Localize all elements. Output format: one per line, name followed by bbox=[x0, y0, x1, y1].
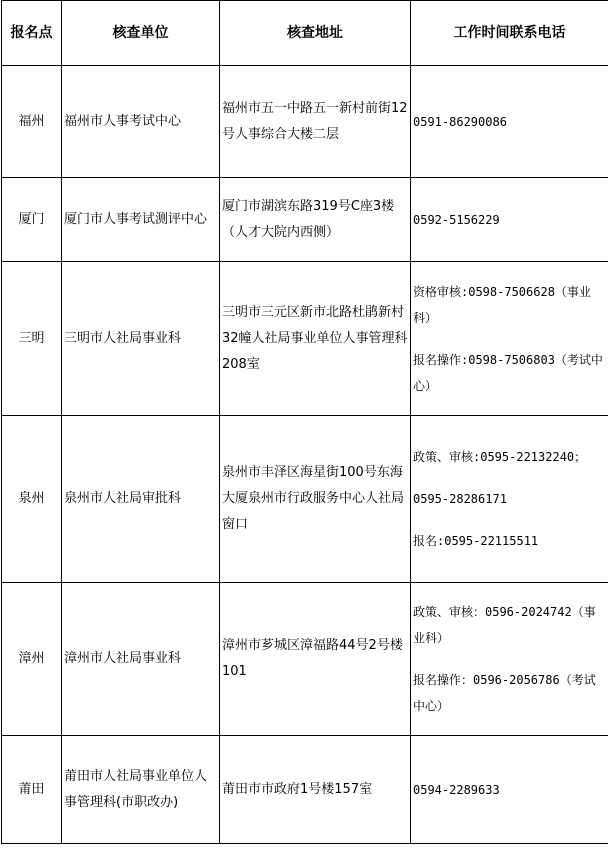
address-cell: 厦门市湖滨东路319号C座3楼（人才大院内西侧） bbox=[220, 178, 411, 262]
phone-line: 报名操作:0598-7506803（考试中心） bbox=[413, 352, 603, 393]
city-cell: 泉州 bbox=[2, 416, 62, 583]
phone-cell bbox=[411, 736, 608, 844]
address-cell: 三明市三元区新市北路杜鹃新村32幢人社局事业单位人事管理科208室 bbox=[220, 262, 411, 416]
city-cell: 福州 bbox=[2, 66, 62, 178]
unit-cell: 漳州市人社局事业科 bbox=[62, 583, 220, 736]
city-cell: 三明 bbox=[2, 262, 62, 416]
phone-cell bbox=[411, 178, 608, 262]
unit-cell: 三明市人社局事业科 bbox=[62, 262, 220, 416]
table-row bbox=[2, 583, 608, 736]
header-address: 核查地址 bbox=[220, 1, 411, 66]
phone-cell bbox=[411, 583, 608, 736]
phone-line: 政策、审核:0595-22132240； bbox=[413, 450, 587, 464]
header-city: 报名点 bbox=[2, 1, 62, 66]
city-cell: 莆田 bbox=[2, 736, 62, 844]
address-cell: 福州市五一中路五一新村前街12号人事综合大楼二层 bbox=[220, 66, 411, 178]
table-row bbox=[2, 262, 608, 416]
table-row bbox=[2, 66, 608, 178]
table-row bbox=[2, 178, 608, 262]
phone-line: 0592-5156229 bbox=[413, 212, 500, 227]
unit-cell: 厦门市人事考试测评中心 bbox=[62, 178, 220, 262]
phone-line: 0595-28286171 bbox=[413, 492, 507, 506]
unit-cell: 泉州市人社局审批科 bbox=[62, 416, 220, 583]
verification-table bbox=[1, 0, 608, 844]
address-cell: 莆田市市政府1号楼157室 bbox=[220, 736, 411, 844]
phone-line: 0594-2289633 bbox=[413, 782, 500, 797]
unit-cell: 福州市人事考试中心 bbox=[62, 66, 220, 178]
address-cell: 漳州市芗城区漳福路44号2号楼101 bbox=[220, 583, 411, 736]
city-cell: 厦门 bbox=[2, 178, 62, 262]
phone-line: 资格审核:0598-7506628（事业科） bbox=[413, 284, 591, 325]
phone-line: 报名:0595-22115511 bbox=[413, 534, 539, 548]
city-cell: 漳州 bbox=[2, 583, 62, 736]
header-phone: 工作时间联系电话 bbox=[411, 1, 608, 66]
address-cell: 泉州市丰泽区海星街100号东海大厦泉州市行政服务中心人社局窗口 bbox=[220, 416, 411, 583]
header-row bbox=[2, 1, 608, 66]
phone-line: 0591-86290086 bbox=[413, 114, 507, 129]
table-row bbox=[2, 736, 608, 844]
phone-cell bbox=[411, 66, 608, 178]
phone-line: 报名操作：0596-2056786（考试中心） bbox=[413, 673, 596, 713]
table-row bbox=[2, 416, 608, 583]
phone-cell bbox=[411, 416, 608, 583]
phone-line: 政策、审核：0596-2024742（事业科） bbox=[413, 605, 596, 645]
header-unit: 核查单位 bbox=[62, 1, 220, 66]
unit-cell: 莆田市人社局事业单位人事管理科(市职改办) bbox=[62, 736, 220, 844]
phone-cell bbox=[411, 262, 608, 416]
